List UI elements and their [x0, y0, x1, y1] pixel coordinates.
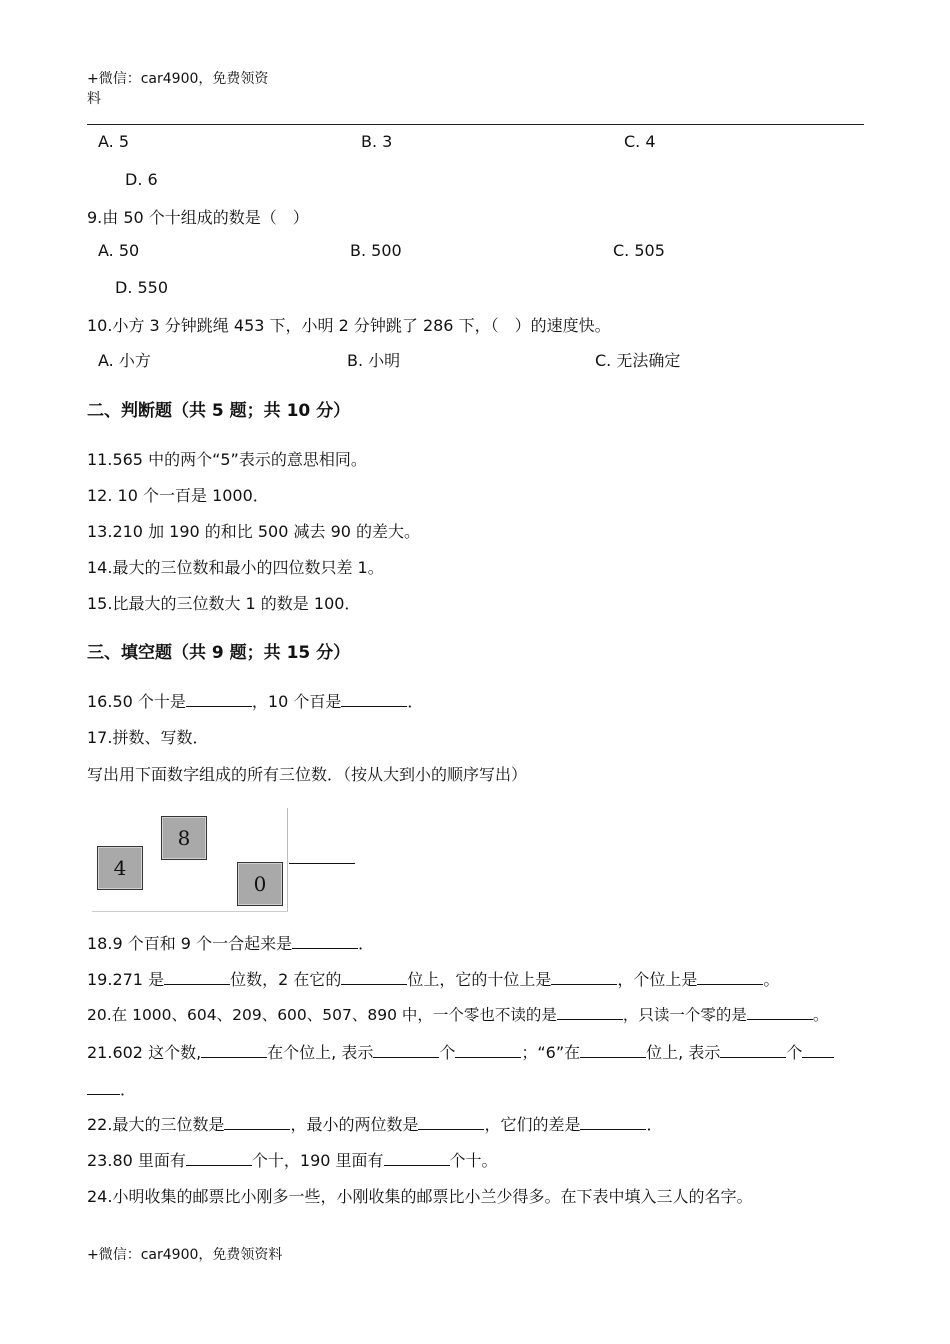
q19-blank-2[interactable] — [341, 970, 407, 985]
footer-watermark: +微信：car4900，免费领资料 — [87, 1247, 283, 1263]
q10-stem: 10.小方 3 分钟跳绳 453 下，小明 2 分钟跳了 286 下，（ ）的速度快。 — [87, 316, 611, 335]
q24-text: 24.小明收集的邮票比小刚多一些，小刚收集的邮票比小兰少得多。在下表中填入三人的名字。 — [87, 1187, 753, 1206]
digit-card-8: 8 — [161, 816, 207, 860]
q22-text: 22.最大的三位数是 ，最小的两位数是 ，它们的差是 ． — [87, 1115, 663, 1134]
q8-option-c: C. 4 — [624, 132, 656, 151]
q19-blank-3[interactable] — [551, 970, 617, 985]
q9-option-c: C. 505 — [613, 241, 665, 260]
q9-option-b: B. 500 — [350, 241, 402, 260]
q21-blank-5[interactable] — [720, 1043, 786, 1058]
q8-option-b: B. 3 — [361, 132, 393, 151]
header-watermark-line1: +微信：car4900，免费领资 — [87, 71, 269, 87]
q17-stem: 17.拼数、写数． — [87, 728, 209, 747]
q8-option-a: A. 5 — [98, 132, 130, 151]
q16-blank-1[interactable] — [186, 692, 252, 707]
q9-option-d: D. 550 — [115, 278, 169, 297]
q21-blank-4[interactable] — [580, 1043, 646, 1058]
q18-blank-1[interactable] — [292, 934, 358, 949]
header-watermark-line2: 料 — [87, 91, 101, 107]
q21-blank-3[interactable] — [455, 1043, 521, 1058]
q19-blank-1[interactable] — [164, 970, 230, 985]
q22-blank-2[interactable] — [418, 1115, 484, 1130]
q21-blank-2[interactable] — [373, 1043, 439, 1058]
q20-blank-2[interactable] — [747, 1005, 813, 1020]
q20-text: 20.在 1000、604、209、600、507、890 中，一个零也不读的是 ，只读一个零的是 。 — [87, 1006, 829, 1024]
q10-option-b: B. 小明 — [347, 351, 401, 370]
q21-text-cont: ． — [87, 1077, 136, 1100]
q18-text: 18.9 个百和 9 个一合起来是 ． — [87, 934, 375, 953]
q16-text: 16.50 个十是 ，10 个百是 ． — [87, 692, 424, 711]
section-3-title: 三、填空题（共 9 题；共 15 分） — [87, 643, 351, 663]
q12-text: 12. 10 个一百是 1000． — [87, 486, 269, 505]
q23-text: 23.80 里面有 个十，190 里面有 个十。 — [87, 1151, 498, 1170]
q15-text: 15.比最大的三位数大 1 的数是 100． — [87, 594, 361, 613]
q17-instruction: 写出用下面数字组成的所有三位数．（按从大到小的顺序写出） — [87, 765, 528, 784]
q16-blank-2[interactable] — [341, 692, 407, 707]
q9-option-a: A. 50 — [98, 241, 140, 260]
header-divider — [87, 124, 864, 125]
q21-blank-1[interactable] — [201, 1043, 267, 1058]
q23-blank-2[interactable] — [384, 1151, 450, 1166]
q11-text: 11.565 中的两个“5”表示的意思相同。 — [87, 450, 367, 469]
figure-border-right — [287, 808, 288, 912]
q19-blank-4[interactable] — [697, 970, 763, 985]
q21-blank-6b[interactable] — [87, 1080, 120, 1095]
section-2-title: 二、判断题（共 5 题；共 10 分） — [87, 401, 351, 421]
q17-answer-blank[interactable] — [289, 863, 355, 864]
q21-blank-6a[interactable] — [802, 1043, 834, 1058]
q21-text: 21.602 这个数, 在个位上, 表示 个 ；“6”在 位上, 表示 个 — [87, 1040, 834, 1063]
figure-border-bottom — [92, 911, 288, 912]
q23-blank-1[interactable] — [186, 1151, 252, 1166]
q22-blank-3[interactable] — [580, 1115, 646, 1130]
q20-blank-1[interactable] — [557, 1005, 623, 1020]
q9-stem: 9.由 50 个十组成的数是（ ） — [87, 208, 309, 227]
digit-card-0: 0 — [237, 862, 283, 906]
q14-text: 14.最大的三位数和最小的四位数只差 1。 — [87, 558, 384, 577]
q22-blank-1[interactable] — [224, 1115, 290, 1130]
q10-option-c: C. 无法确定 — [595, 351, 681, 370]
digit-card-4: 4 — [97, 846, 143, 890]
q13-text: 13.210 加 190 的和比 500 减去 90 的差大。 — [87, 522, 421, 541]
q19-text: 19.271 是 位数，2 在它的 位上，它的十位上是 ，个位上是 。 — [87, 970, 780, 989]
q10-option-a: A. 小方 — [98, 351, 151, 370]
q8-option-d: D. 6 — [125, 170, 158, 189]
